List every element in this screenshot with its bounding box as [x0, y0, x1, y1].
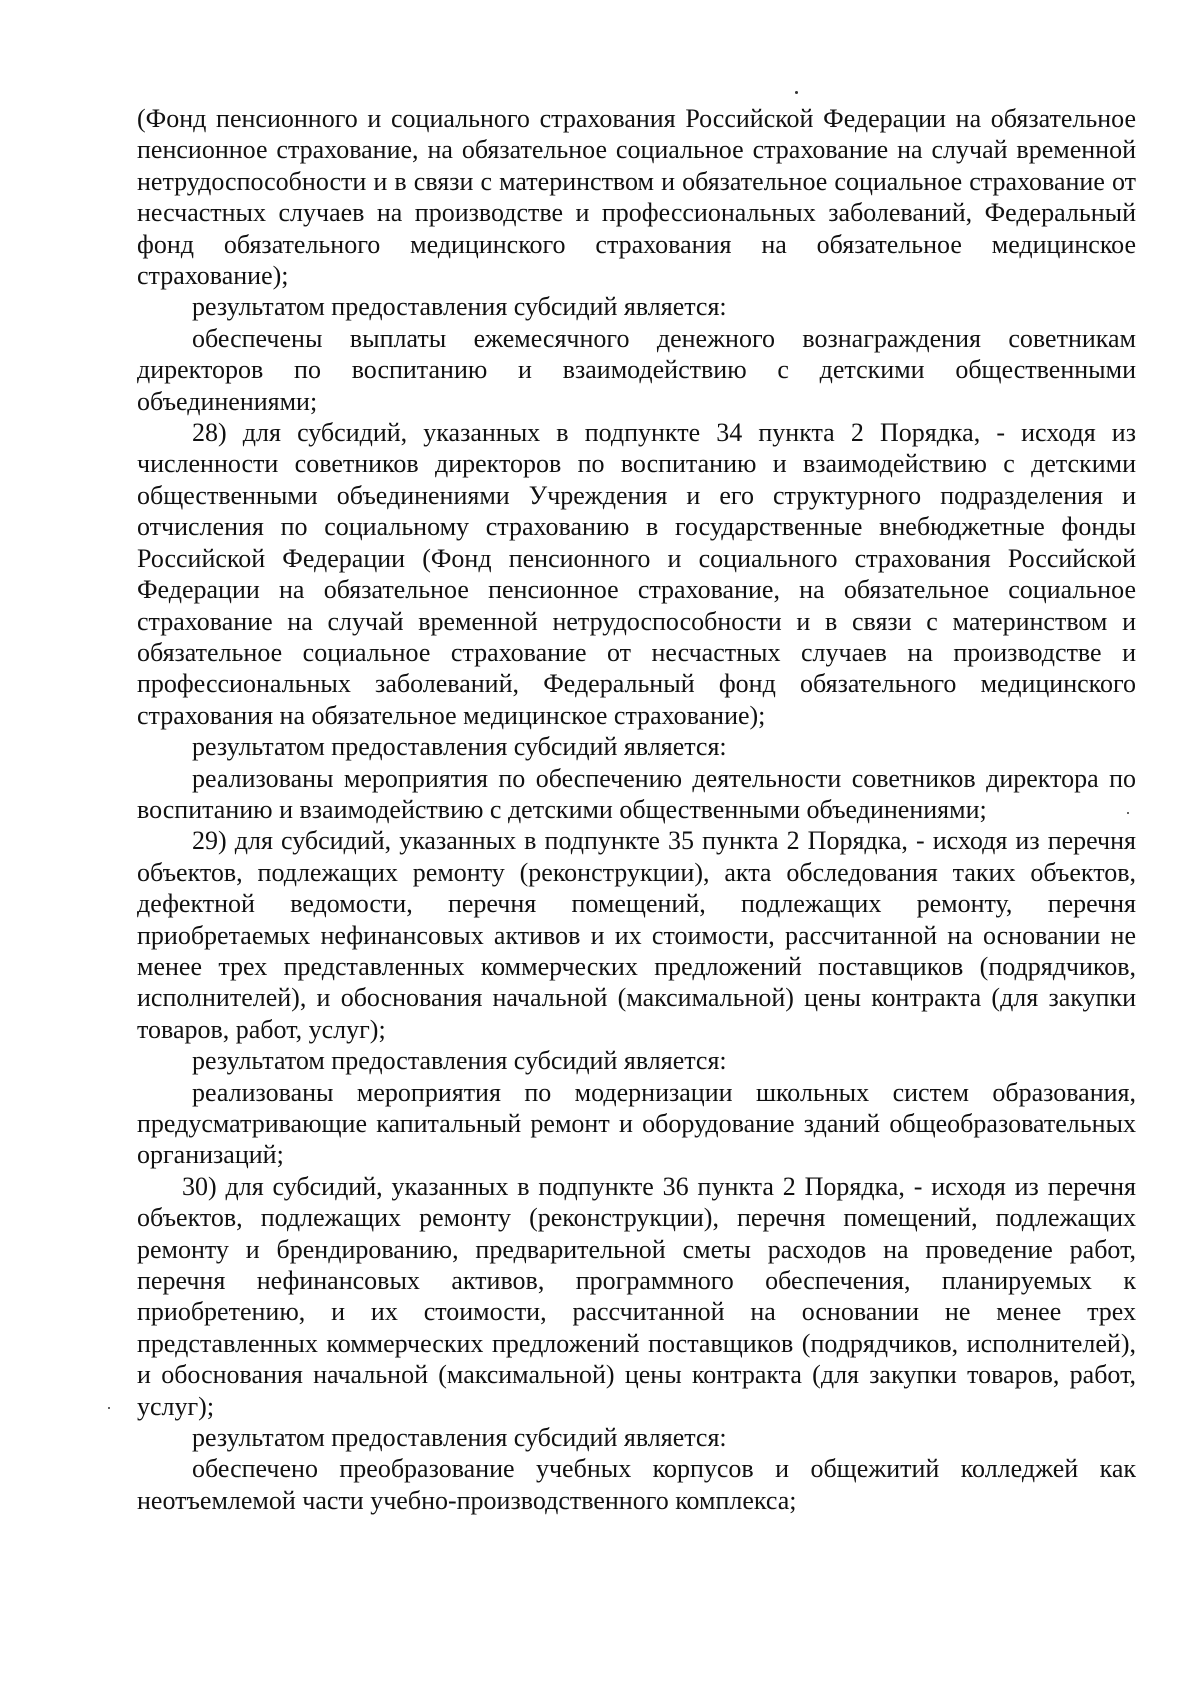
paragraph: обеспечены выплаты ежемесячного денежного вознаграждения советникам директоров по воспитанию и взаимодействию с детскими общественными объединениями; [137, 323, 1136, 416]
paragraph: обеспечено преобразование учебных корпусов и общежитий колледжей как неотъемлемой части учебно-производственного комплекса; [137, 1454, 1136, 1515]
paragraph: результатом предоставления субсидий является: [192, 292, 727, 322]
paragraph: результатом предоставления субсидий является: [192, 732, 727, 762]
paragraph: результатом предоставления субсидий является: [192, 1046, 727, 1076]
scan-speck [795, 91, 798, 94]
document-body [137, 103, 1136, 1516]
paragraph: результатом предоставления субсидий является: [192, 1423, 727, 1453]
paragraph: реализованы мероприятия по обеспечению деятельности советников директора по воспитанию и взаимодействию с детскими общественными объединениями; [137, 763, 1136, 824]
scan-speck [108, 1407, 110, 1409]
paragraph: 30) для субсидий, указанных в подпункте 36 пункта 2 Порядка, - исходя из перечня объектов, подлежащих ремонту (реконструкции), перечня помещений, подлежащих ремонту и брендированию, предварительной сметы расходов на проведение работ, перечня нефинансовых активов, программного обеспечения, планируемых к приобретению, и их стоимости, рассчитанной на основании не менее трех представленных коммерческих предложений поставщиков (подрядчиков, исполнителей), и обоснования начальной (максимальной) цены контракта (для закупки товаров, работ, услуг); [137, 1171, 1136, 1421]
paragraph: (Фонд пенсионного и социального страхования Российской Федерации на обязательное пенсионное страхование, на обязательное социальное страхование на случай временной нетрудоспособности и в связи с материнством и обязательное социальное страхование от несчастных случаев на производстве и профессиональных заболеваний, Федеральный фонд обязательного медицинского страхования на обязательное медицинское страхование); [137, 104, 1136, 291]
paragraph: реализованы мероприятия по модернизации школьных систем образования, предусматривающие капитальный ремонт и оборудование зданий общеобразовательных организаций; [137, 1077, 1136, 1170]
paragraph: 29) для субсидий, указанных в подпункте 35 пункта 2 Порядка, - исходя из перечня объектов, подлежащих ремонту (реконструкции), акта обследования таких объектов, дефектной ведомости, перечня помещений, подлежащих ремонту, перечня приобретаемых нефинансовых активов и их стоимости, рассчитанной на основании не менее трех представленных коммерческих предложений поставщиков (подрядчиков, исполнителей), и обоснования начальной (максимальной) цены контракта (для закупки товаров, работ, услуг); [137, 826, 1136, 1044]
paragraph: 28) для субсидий, указанных в подпункте 34 пункта 2 Порядка, - исходя из численности советников директоров по воспитанию и взаимодействию с детскими общественными объединениями Учреждения и его структурного подразделения и отчисления по социальному страхованию в государственные внебюджетные фонды Российской Федерации (Фонд пенсионного и социального страхования Российской Федерации на обязательное пенсионное страхование, на обязательное социальное страхование на случай временной нетрудоспособности и в связи с материнством и обязательное социальное страхование от несчастных случаев на производстве и профессиональных заболеваний, Федеральный фонд обязательного медицинского страхования на обязательное медицинское страхование); [137, 418, 1136, 730]
